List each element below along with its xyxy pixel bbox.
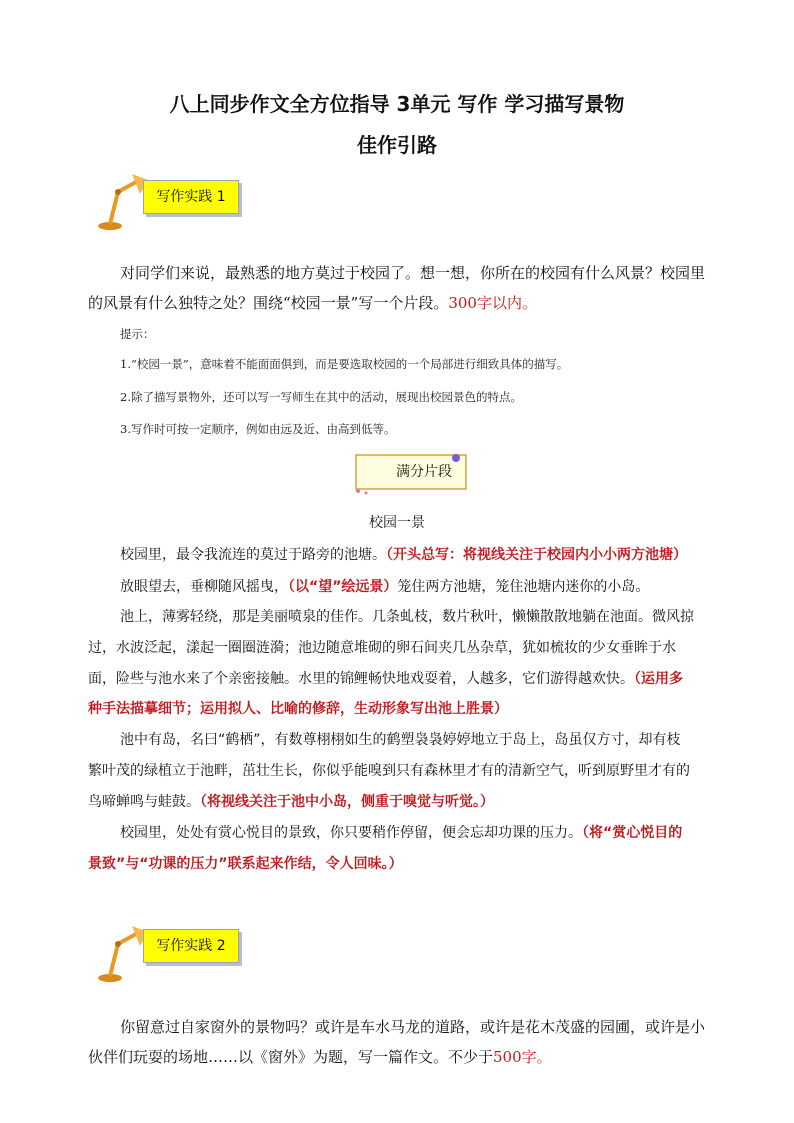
- practice-2-label: 写作实践 2: [143, 929, 239, 963]
- full-score-banner: [352, 453, 470, 495]
- essay-line: 种手法描摹细节；运用拟人、比喻的修辞，生动形象写出池上胜景）: [88, 701, 508, 717]
- prompt-text: 你留意过自家窗外的景物吗？或许是车水马龙的道路，或许是花木茂盛的园圃，或许是小伙伴们玩耍的场地……以《窗外》为题，写一篇作文。不少于: [88, 1018, 706, 1066]
- hint-item: 3.写作时可按一定顺序，例如由远及近、由高到低等。: [120, 422, 396, 436]
- essay-line: 放眼望去，垂柳随风摇曳，（以“望”绘远景）笼住两方池塘，笼住池塘内迷你的小岛。: [120, 579, 650, 595]
- practice-1-prompt: [88, 258, 706, 318]
- page-title: 八上同步作文全方位指导 3单元 写作 学习描写景物: [169, 92, 625, 116]
- practice-1-label: 写作实践 1: [143, 180, 239, 214]
- essay-line: 鸟啼蝉鸣与蛙鼓。（将视线关注于池中小岛，侧重于嗅觉与听觉。）: [88, 794, 494, 810]
- practice-2-prompt: [88, 1012, 706, 1072]
- essay-line: 校园里，最令我流连的莫过于路旁的池塘。（开头总写：将视线关注于校园内小小两方池塘）: [120, 547, 687, 563]
- hint-label: 提示：: [120, 327, 155, 341]
- essay-line: 池中有岛，名曰“鹤栖”，有数尊栩栩如生的鹤塑袅袅婷婷地立于岛上，岛虽仅方寸，却有枝: [120, 732, 681, 748]
- essay-line: 繁叶茂的绿植立于池畔，茁壮生长，你似乎能嗅到只有森林里才有的清新空气，听到原野里才有的: [88, 763, 690, 779]
- hint-item: 2.除了描写景物外，还可以写一写师生在其中的活动，展现出校园景色的特点。: [120, 390, 522, 404]
- essay-line: 面，险些与池水来了个亲密接触。水里的锦鲤畅快地戏耍着，人越多，它们游得越欢快。（运用多: [88, 671, 683, 687]
- essay-line: 校园里，处处有赏心悦目的景致，你只要稍作停留，便会忘却功课的压力。（将“赏心悦目的: [120, 825, 683, 841]
- word-limit: 500字。: [493, 1048, 552, 1066]
- banner-text: 满分片段: [396, 464, 452, 480]
- essay-line: 过，水波泛起，漾起一圈圈涟漪；池边随意堆砌的卵石间夹几丛杂草，犹如梳妆的少女垂眸于水: [88, 640, 676, 656]
- essay-title: 校园一景: [369, 515, 425, 531]
- page-subtitle: 佳作引路: [357, 133, 437, 157]
- essay-line: 景致”与“功课的压力”联系起来作结，令人回味。）: [88, 856, 403, 872]
- prompt-text: 对同学们来说，最熟悉的地方莫过于校园了。想一想，你所在的校园有什么风景？校园里的风景有什么独特之处？围绕“校园一景”写一个片段。: [88, 264, 706, 312]
- hint-item: 1.“校园一景”，意味着不能面面俱到，而是要选取校园的一个局部进行细致具体的描写。: [120, 357, 569, 371]
- essay-line: 池上，薄雾轻绕，那是美丽喷泉的佳作。几条虬枝，数片秋叶，懒懒散散地躺在池面。微风掠: [120, 609, 694, 625]
- word-limit: 300字以内。: [448, 294, 537, 312]
